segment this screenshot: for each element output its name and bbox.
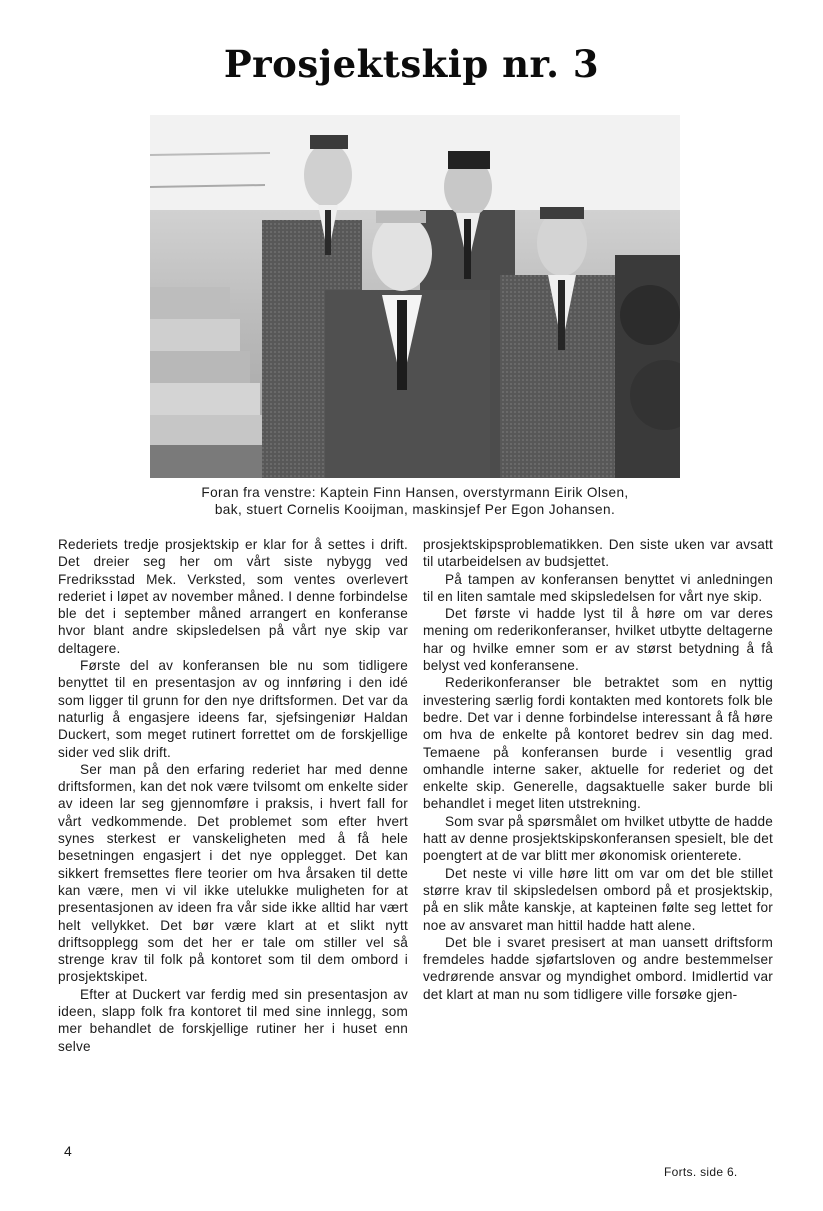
paragraph: Rederikonferanser ble betraktet som en nyttig investering særlig fordi kontakten med kontorets folk ble bedre. Det var i denne forbindelse interessant å få høre om hva de enkelte på kontoret bedrev sin dag med. Temaene på konferansen burde i vesentlig grad omhandle interne saker, aktuelle for rederiet og det enkelte skip. Generelle, dagsaktuelle saker burde bli behandlet i meget liten utstrekning. xyxy=(423,675,773,812)
paragraph: På tampen av konferansen benyttet vi anledningen til en liten samtale med skipsledelsen for vårt nye skip. xyxy=(423,571,773,604)
caption-line-1: Foran fra venstre: Kaptein Finn Hansen, overstyrmann Eirik Olsen, xyxy=(201,485,629,500)
paragraph: Efter at Duckert var ferdig med sin presentasjon av ideen, slapp folk fra kontoret til med sine innlegg, som mer behandlet de forskjellige rutiner her i huset enn selve xyxy=(58,986,408,1054)
page-title: Prosjektskip nr. 3 xyxy=(223,42,600,86)
page-number: 4 xyxy=(64,1143,72,1159)
paragraph: Første del av konferansen ble nu som tidligere benyttet til en presentasjon av og innføring i den idé som ligger til grunn for den nye driftsformen. Det var da naturlig å engasjere ideens far, sjefsingeniør Haldan Duckert, som meget rutinert forrettet om de forskjellige sider ved slik drift. xyxy=(58,658,408,760)
paragraph: prosjektskipsproblematikken. Den siste uken var avsatt til utarbeidelsen av budsjettet. xyxy=(423,537,773,570)
group-photo xyxy=(150,115,680,478)
photo-caption xyxy=(150,484,680,518)
caption-line-2: bak, stuert Cornelis Kooijman, maskinsjef Per Egon Johansen. xyxy=(214,502,616,517)
paragraph: Det første vi hadde lyst til å høre om var deres mening om rederikonferanser, hvilket utbytte deltagerne har og hvilke emner som er av størst betydning å få belyst ved konferansene. xyxy=(423,606,773,674)
paragraph: Det neste vi ville høre litt om var om det ble stillet større krav til skipsledelsen ombord på et prosjektskip, på en slik måte kanskje, at kapteinen følte seg lettet for noe av ansvaret man hittil hadde hatt alene. xyxy=(423,865,773,933)
paragraph: Som svar på spørsmålet om hvilket utbytte de hadde hatt av denne prosjektskipskonferansen spesielt, ble det poengtert at de var blitt mer økonomisk orienterete. xyxy=(423,813,773,864)
left-column xyxy=(58,536,408,1055)
paragraph: Rederiets tredje prosjektskip er klar for å settes i drift. Det dreier seg her om vårt siste nybygg ved Fredriksstad Mek. Verksted, som ventes overlevert rederiet i løpet av november måned. I denne forbindelse ble det i september måned arrangert en konferanse hvor blant andre skipsledelsen på vårt nye skip var deltagere. xyxy=(58,537,408,656)
continued-note: Forts. side 6. xyxy=(664,1165,738,1179)
paragraph: Det ble i svaret presisert at man uansett driftsform fremdeles hadde sjøfartsloven og andre bestemmelser vedrørende ansvar og myndighet ombord. Imidlertid var det klart at man nu som tidligere ville forsøke gjen- xyxy=(423,934,773,1002)
paragraph: Ser man på den erfaring rederiet har med denne driftsformen, kan det nok være tvilsomt om enkelte sider av ideen lar seg gjennomføre i praksis, i hvert fall for vårt vedkommende. Det problemet som efter hvert synes sterkest er vanskeligheten med å få hele besetningen engasjert i det nye opplegget. Det kan sikkert fremsettes flere teorier om hva årsaken til dette kan være, men vi vil ikke utelukke muligheten for at presentasjonen av ideen fra vår side ikke alltid har vært helt vellykket. Det bør være klart at et slikt nytt driftsopplegg som det her er tale om stiller vel så strenge krav til folk på kontoret som til dem ombord i prosjektskipet. xyxy=(58,761,408,985)
right-column xyxy=(423,536,773,1003)
